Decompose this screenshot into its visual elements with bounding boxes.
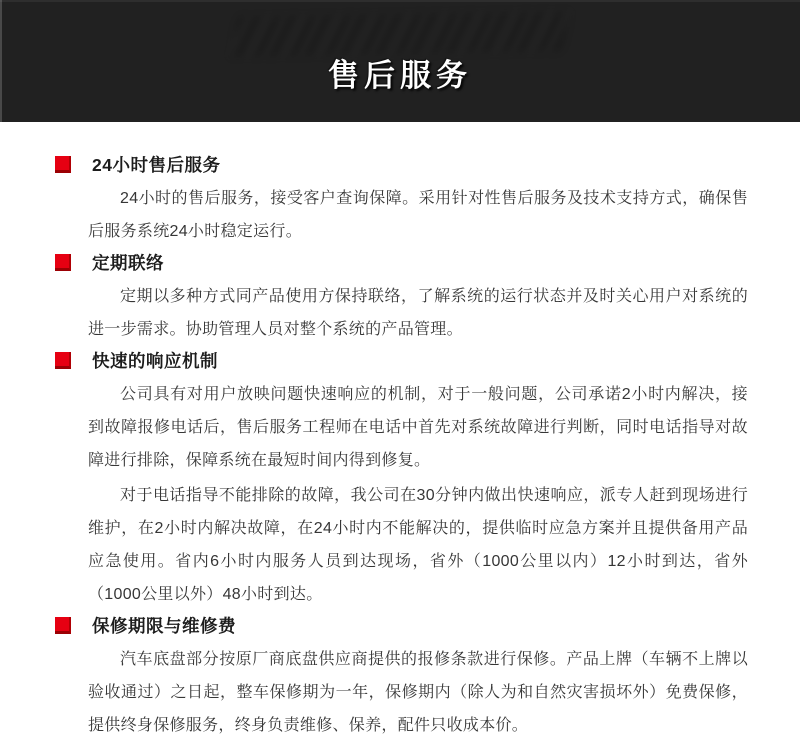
content-area [0, 122, 800, 741]
section-heading-row [55, 613, 748, 639]
section-heading: 快速的响应机制 [92, 351, 218, 371]
section-paragraph: 汽车底盘部分按原厂商底盘供应商提供的报修条款进行保修。产品上牌（车辆不上牌以验收通过）之日起，整车保修期为一年，保修期内（除人为和自然灾害损坏外）免费保修，提供终身保修服务，终身负责维修、保养，配件只收成本价。 [88, 651, 748, 734]
section-regular-contact [55, 250, 748, 346]
section-heading-row [55, 348, 748, 374]
section-paragraph: 定期以多种方式同产品使用方保持联络，了解系统的运行状态并及时关心用户对系统的进一步需求。协助管理人员对整个系统的产品管理。 [88, 288, 748, 338]
section-heading: 定期联络 [92, 253, 164, 273]
header-banner [0, 0, 800, 122]
red-square-bullet-icon [55, 156, 71, 173]
section-warranty [55, 613, 748, 741]
section-paragraph: 24小时的售后服务，接受客户查询保障。采用针对性售后服务及技术支持方式，确保售后服务系统24小时稳定运行。 [88, 190, 748, 240]
red-square-bullet-icon [55, 617, 71, 634]
section-paragraph: 对于电话指导不能排除的故障，我公司在30分钟内做出快速响应，派专人赶到现场进行维护，在2小时内解决故障，在24小时内不能解决的，提供临时应急方案并且提供备用产品应急使用。省内6小时内服务人员到达现场，省外（1000公里以内）12小时到达，省外（1000公里以外）48小时到达。 [88, 487, 748, 603]
section-heading-row [55, 250, 748, 276]
section-heading: 24小时售后服务 [92, 155, 221, 175]
red-square-bullet-icon [55, 254, 71, 271]
section-paragraph: 公司具有对用户放映问题快速响应的机制，对于一般问题，公司承诺2小时内解决，接到故障报修电话后，售后服务工程师在电话中首先对系统故障进行判断，同时电话指导对故障进行排除，保障系统在最短时间内得到修复。 [88, 386, 748, 469]
section-24h-service [55, 152, 748, 248]
section-heading-row [55, 152, 748, 178]
red-square-bullet-icon [55, 352, 71, 369]
section-heading: 保修期限与维修费 [92, 616, 236, 636]
page-title: 售后服务 [328, 57, 472, 93]
section-rapid-response [55, 348, 748, 611]
